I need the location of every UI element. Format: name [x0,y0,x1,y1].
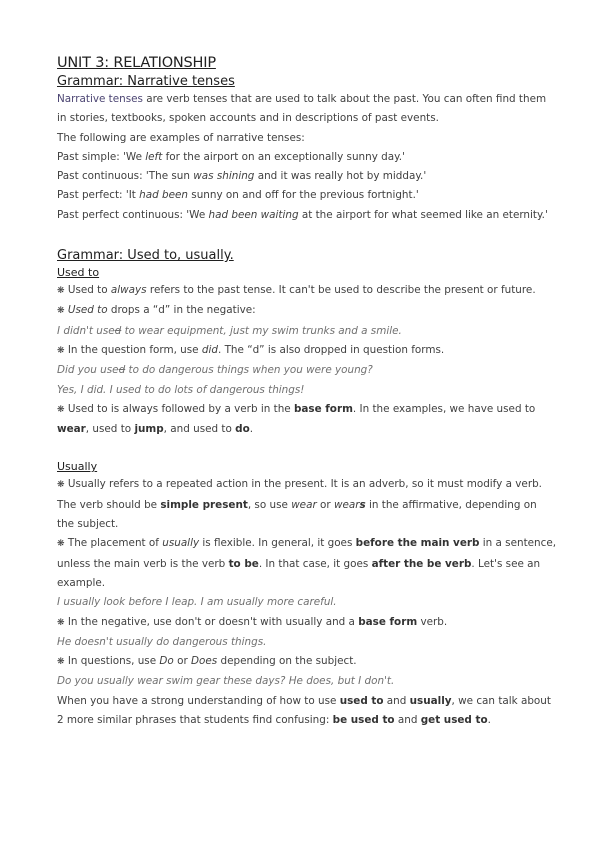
section-title-narrative-tenses: Grammar: Narrative tenses [57,74,235,89]
bullet-icon: ❋ [57,539,65,550]
closing-paragraph: When you have a strong understanding of how to use used to and usually, we can talk about 2 more similar phrases that students find confusing: be used to and get used to. [57,694,551,727]
bullet-icon: ❋ [57,286,65,297]
example-past-perfect: Past perfect: 'It had been sunny on and off for the previous fortnight.' [57,189,419,202]
used-to-point-2: ❋ Used to drops a “d” in the negative: [57,304,256,317]
example-past-continuous: Past continuous: 'The sun was shining and it was really hot by midday.' [57,170,427,183]
bullet-icon: ❋ [57,345,65,356]
used-to-point-1: ❋ Used to always refers to the past tense. It can't be used to describe the present or future. [57,284,536,297]
usually-point-1: ❋ Usually refers to a repeated action in the present. It is an adverb, so it must modify a verb. The verb should be simple present, so use wear or wears in the affirmative, depending on the subject. [57,478,542,531]
usually-point-4: ❋ In questions, use Do or Does depending on the subject. [57,655,357,668]
narrative-tenses-term: Narrative tenses [57,93,143,105]
bullet-icon: ❋ [57,657,65,668]
example-past-simple: Past simple: 'We left for the airport on an exceptionally sunny day.' [57,150,405,163]
used-to-example-answer: Yes, I did. I used to do lots of dangerous things! [57,383,305,396]
unit-title: UNIT 3: RELATIONSHIP [57,55,216,71]
section-title-used-to-usually: Grammar: Used to, usually. [57,248,234,264]
narrative-intro: Narrative tenses are verb tenses that are used to talk about the past. You can often find them in stories, textbooks, spoken accounts and in descriptions of past events. [57,93,547,125]
usually-example-placement: I usually look before I leap. I am usually more careful. [57,596,337,609]
used-to-example-negative: I didn't used to wear equipment, just my swim trunks and a smile. [57,324,402,337]
bullet-icon: ❋ [57,404,65,415]
bullet-icon: ❋ [57,306,65,317]
used-to-example-question: Did you used to do dangerous things when you were young? [57,364,373,377]
bullet-icon: ❋ [57,617,65,628]
subheading-used-to: Used to [57,266,100,280]
usually-example-question: Do you usually wear swim gear these days? He does, but I don't. [57,675,395,688]
used-to-point-4: ❋ Used to is always followed by a verb in the base form. In the examples, we have used to wear, used to jump, and used to do. [57,402,536,436]
examples-lead: The following are examples of narrative tenses: [57,131,305,144]
usually-point-2: ❋ The placement of usually is flexible. In general, it goes before the main verb in a sentence, unless the main verb is the verb to be. In that case, it goes after the be verb. Let's see an example. [57,537,557,589]
usually-point-3: ❋ In the negative, use don't or doesn't with usually and a base form verb. [57,615,448,628]
used-to-point-3: ❋ In the question form, use did. The “d” is also dropped in question forms. [57,343,445,356]
bullet-icon: ❋ [57,480,65,491]
usually-example-negative: He doesn't usually do dangerous things. [57,635,267,648]
document-page [57,54,557,730]
example-past-perfect-continuous: Past perfect continuous: 'We had been waiting at the airport for what seemed like an eternity.' [57,208,548,221]
subheading-usually: Usually [57,460,98,474]
